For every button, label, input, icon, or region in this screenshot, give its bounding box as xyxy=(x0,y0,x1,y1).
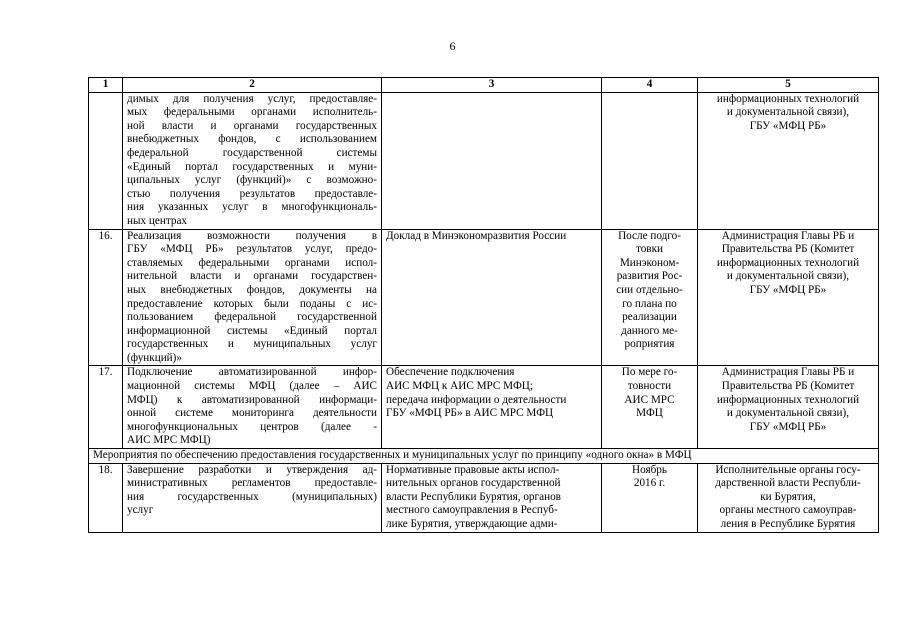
cell-line: «Единый портал государственных и муни- xyxy=(127,160,377,173)
cell-line: ГБУ «МФЦ РБ» xyxy=(749,119,827,132)
cell-line: передача информации о деятельности xyxy=(386,393,567,406)
cell-line: мых федеральными органами исполнитель- xyxy=(127,106,377,119)
cell-line: данного ме- xyxy=(621,324,678,337)
cell-line: нительной власти и органами государствен- xyxy=(127,270,377,283)
result-cell xyxy=(382,92,602,229)
measure-cell xyxy=(123,366,382,449)
table-row xyxy=(89,92,879,229)
cell-line: Ноябрь xyxy=(632,463,667,476)
cell-line: мационной системы МФЦ (далее – АИС xyxy=(127,380,377,393)
cell-line: МФЦ xyxy=(636,407,663,420)
cell-line: онной системе мониторинга деятельности xyxy=(127,407,377,420)
cell-line: Минэконом- xyxy=(619,256,680,269)
column-header: 4 xyxy=(602,78,698,93)
column-header: 1 xyxy=(89,78,123,93)
cell-line: Исполнительные органы госу- xyxy=(715,463,861,476)
deadline-cell xyxy=(602,366,698,449)
measure-cell xyxy=(123,229,382,366)
table-row xyxy=(89,463,879,532)
table-row xyxy=(89,366,879,449)
deadline-cell xyxy=(602,92,698,229)
cell-line: дарственной власти Республи- xyxy=(715,477,861,490)
cell-line: ставляемых федеральными органами испол- xyxy=(127,256,377,269)
cell-line: ной власти и органами государственных xyxy=(127,119,377,132)
column-header: 5 xyxy=(698,78,879,93)
cell-line: ки Бурятия, xyxy=(760,490,816,503)
row-number: 18. xyxy=(89,463,123,532)
cell-line: ния государственных (муниципальных) xyxy=(127,490,377,503)
cell-line: АИС МРС xyxy=(624,393,675,406)
cell-line: го плана по xyxy=(622,297,677,310)
cell-line: 2016 г. xyxy=(633,477,666,490)
deadline-cell xyxy=(602,463,698,532)
cell-line: стью получения результатов предоставле- xyxy=(127,187,377,200)
result-cell xyxy=(382,463,602,532)
responsible-cell xyxy=(698,92,879,229)
cell-line: и документальной связи), xyxy=(726,270,850,283)
cell-line: (функций)» xyxy=(127,351,182,364)
cell-line: ГБУ «МФЦ РБ» xyxy=(749,420,827,433)
page-number: 6 xyxy=(449,39,456,53)
cell-line: федеральной государственной системы xyxy=(127,146,377,159)
cell-line: Нормативные правовые акты испол- xyxy=(386,463,560,476)
cell-line: ципальных услуг (функций)» с возможно- xyxy=(127,174,377,187)
cell-line: После подго- xyxy=(618,229,681,242)
cell-line: ГБУ «МФЦ РБ» результатов услуг, предо- xyxy=(127,243,377,256)
responsible-cell xyxy=(698,229,879,366)
responsible-cell xyxy=(698,463,879,532)
cell-line: министративных регламентов предоставле- xyxy=(127,477,377,490)
cell-line: АИС МФЦ к АИС МРС МФЦ; xyxy=(386,380,533,393)
cell-line: лике Бурятия, утверждающие адми- xyxy=(386,518,558,530)
cell-line: Обеспечение подключения xyxy=(386,366,515,379)
table-header-row xyxy=(89,78,879,93)
cell-line: реализации xyxy=(622,311,677,324)
column-header: 3 xyxy=(382,78,602,93)
cell-line: ГБУ «МФЦ РБ» xyxy=(749,283,827,296)
cell-line: многофункциональных центров (далее - xyxy=(127,420,377,433)
cell-line: ных центрах xyxy=(127,214,188,227)
cell-line: нительных органов государственной xyxy=(386,477,561,490)
cell-line: предоставление которых были поданы с ис- xyxy=(127,297,377,310)
cell-line: АИС МРС МФЦ) xyxy=(127,434,211,447)
cell-line: услуг xyxy=(127,504,154,517)
cell-line: государственных и муниципальных услуг xyxy=(127,338,377,351)
cell-line: информационной системы «Единый портал xyxy=(127,324,377,337)
row-number xyxy=(89,92,123,229)
row-number: 16. xyxy=(89,229,123,366)
cell-line: сии отдельно- xyxy=(616,283,683,296)
cell-line: товности xyxy=(627,380,672,393)
column-header: 2 xyxy=(123,78,382,93)
cell-line: и документальной связи), xyxy=(726,106,850,119)
cell-line: местного самоуправления в Респуб- xyxy=(386,504,558,517)
cell-line: внебюджетных фондов, с использованием xyxy=(127,133,377,146)
table-row xyxy=(89,229,879,366)
cell-line: информационных технологий xyxy=(716,256,860,269)
cell-line: По мере го- xyxy=(621,366,678,379)
cell-line: развития Рос- xyxy=(616,270,683,283)
cell-line: информационных технологий xyxy=(716,393,860,406)
cell-line: Администрация Главы РБ и xyxy=(721,366,855,379)
cell-line: роприятия xyxy=(624,338,675,351)
cell-line: Администрация Главы РБ и xyxy=(721,229,855,242)
cell-line: и документальной связи), xyxy=(726,407,850,420)
cell-line: ГБУ «МФЦ РБ» в АИС МРС МФЦ xyxy=(386,407,554,420)
cell-line: ных внебюджетных фондов, документы на xyxy=(127,283,377,296)
row-number: 17. xyxy=(89,366,123,449)
cell-line: пользованием федеральной государственной xyxy=(127,311,377,324)
cell-line: власти Республики Бурятия, органов xyxy=(386,490,561,503)
cell-line: димых для получения услуг, предоставляе- xyxy=(127,92,377,105)
cell-line: ления в Республике Бурятия xyxy=(720,518,856,530)
section-row xyxy=(89,449,879,464)
result-cell xyxy=(382,366,602,449)
cell-line: Правительства РБ (Комитет xyxy=(721,380,855,393)
cell-line: МФЦ) к автоматизированной информаци- xyxy=(127,393,377,406)
cell-line: Реализация возможности получения в xyxy=(127,229,377,242)
section-title: Мероприятия по обеспечению предоставления государственных и муниципальных услуг по принципу «одного окна» в МФЦ xyxy=(89,449,879,464)
cell-line: Завершение разработки и утверждения ад- xyxy=(127,463,377,476)
deadline-cell xyxy=(602,229,698,366)
result-cell xyxy=(382,229,602,366)
responsible-cell xyxy=(698,366,879,449)
cell-line: информационных технологий xyxy=(716,92,860,105)
plan-table xyxy=(88,77,879,533)
cell-line: Доклад в Минэкономразвития России xyxy=(386,229,567,242)
cell-line: ния указанных услуг в многофункциональ- xyxy=(127,201,377,214)
measure-cell xyxy=(123,463,382,532)
measure-cell xyxy=(123,92,382,229)
cell-line: товки xyxy=(635,243,664,256)
cell-line: органы местного самоуправ- xyxy=(719,504,857,517)
cell-line: Подключение автоматизированной инфор- xyxy=(127,366,377,379)
cell-line: Правительства РБ (Комитет xyxy=(721,243,855,256)
